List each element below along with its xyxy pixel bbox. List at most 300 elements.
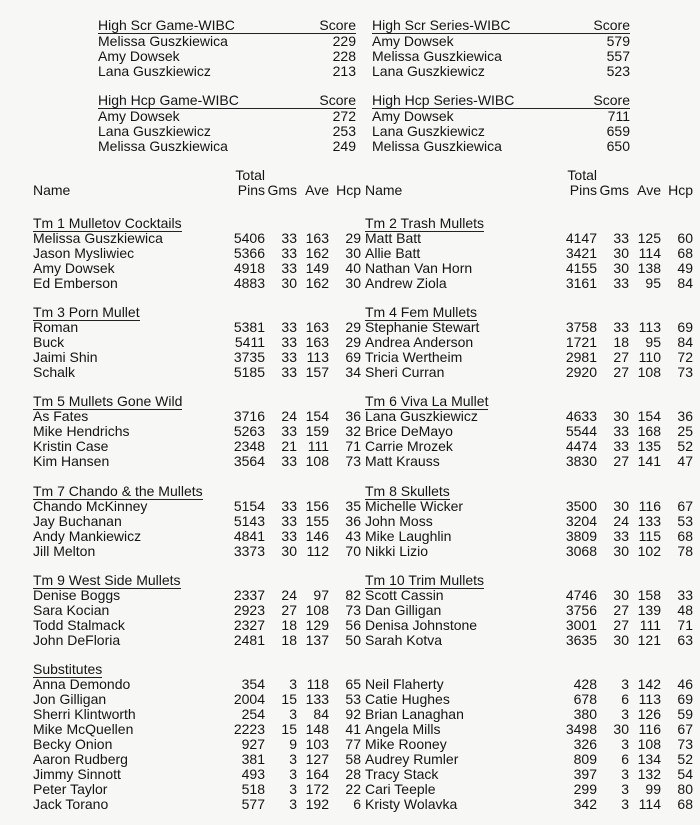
- pins-value: 2004: [233, 691, 265, 707]
- pins-value: 3001: [565, 617, 597, 633]
- ave-value: 159: [305, 423, 329, 439]
- ave-value: 112: [306, 543, 329, 559]
- gms-value: 3: [289, 796, 297, 812]
- high-score-row: [98, 109, 356, 124]
- ave-value: 127: [305, 751, 329, 767]
- pins-value: 518: [241, 781, 265, 797]
- ave-value: 172: [305, 781, 329, 797]
- ave-value: 133: [305, 691, 329, 707]
- hcp-value: 70: [345, 543, 361, 559]
- ave-value: 134: [637, 751, 661, 767]
- team-block: [33, 484, 369, 559]
- gms-value: 3: [621, 736, 629, 752]
- team-block: [365, 484, 700, 559]
- bowler-name: Neil Flaherty: [365, 676, 444, 692]
- team-title-row: [365, 394, 700, 409]
- pins-value: 3373: [233, 543, 265, 559]
- bowler-name: Lana Guszkiewicz: [98, 63, 211, 79]
- hcp-value: 6: [353, 796, 361, 812]
- total-header: Total: [235, 167, 265, 183]
- pins-value: 577: [241, 796, 265, 812]
- bowler-name: Brian Lanaghan: [365, 706, 464, 722]
- bowler-name: Jack Torano: [33, 796, 109, 812]
- score-value: 228: [332, 48, 356, 64]
- hcp-value: 84: [677, 334, 693, 350]
- bowler-row: [33, 365, 369, 380]
- team-title: Substitutes: [33, 661, 103, 677]
- bowler-name: Jay Buchanan: [33, 513, 122, 529]
- bowler-row: [365, 737, 700, 752]
- gms-value: 27: [281, 602, 297, 618]
- ave-value: 142: [637, 676, 661, 692]
- bowler-name: Sherri Klintworth: [33, 706, 136, 722]
- gms-value: 27: [613, 364, 629, 380]
- pins-value: 3735: [233, 349, 265, 365]
- ave-value: 162: [305, 245, 329, 261]
- bowler-row: [33, 454, 369, 469]
- hcp-value: 29: [345, 319, 361, 335]
- gms-value: 27: [613, 602, 629, 618]
- pins-value: 2327: [233, 617, 265, 633]
- ave-value: 114: [638, 796, 661, 812]
- block-title: High Hcp Game-WIBC: [98, 92, 239, 108]
- ave-value: 133: [637, 513, 661, 529]
- high-scr-game-header: [98, 18, 356, 34]
- gms-value: 33: [613, 423, 629, 439]
- hcp-value: 69: [345, 349, 361, 365]
- hcp-value: 71: [345, 438, 361, 454]
- gms-value: 6: [621, 691, 629, 707]
- ave-value: 148: [305, 721, 329, 737]
- pins-value: 254: [241, 706, 265, 722]
- score-value: 229: [332, 33, 356, 49]
- bowler-row: [365, 350, 700, 365]
- pins-value: 3068: [565, 543, 597, 559]
- bowler-row: [33, 424, 369, 439]
- gms-value: 3: [289, 766, 297, 782]
- bowler-row: [33, 767, 369, 782]
- ave-value: 108: [637, 736, 661, 752]
- bowler-name: Angela Mills: [365, 721, 441, 737]
- bowler-row: [33, 588, 369, 603]
- bowler-row: [33, 320, 369, 335]
- bowler-row: [365, 439, 700, 454]
- gms-value: 30: [613, 543, 629, 559]
- gms-value: 33: [281, 423, 297, 439]
- hcp-value: 77: [345, 736, 361, 752]
- gms-value: 33: [281, 498, 297, 514]
- gms-value: 21: [281, 438, 297, 454]
- high-score-row: [372, 109, 630, 124]
- hcp-value: 63: [677, 632, 693, 648]
- bowler-name: Sarah Kotva: [365, 632, 443, 648]
- team-block: [365, 216, 700, 291]
- high-scr-series-header: [372, 18, 630, 34]
- pins-value: 1721: [565, 334, 597, 350]
- bowler-row: [365, 424, 700, 439]
- team-title-row: [365, 573, 700, 588]
- ave-value: 154: [305, 408, 329, 424]
- pins-value: 4155: [565, 260, 597, 276]
- team-title-row: [33, 484, 369, 499]
- bowler-row: [365, 499, 700, 514]
- bowler-name: Audrey Rumler: [365, 751, 459, 767]
- score-label: Score: [593, 92, 630, 108]
- pins-value: 5143: [233, 513, 265, 529]
- pins-value: 493: [241, 766, 265, 782]
- bowler-row: [33, 692, 369, 707]
- pins-value: 3421: [565, 245, 597, 261]
- score-label: Score: [319, 17, 356, 33]
- bowler-name: Kim Hansen: [33, 453, 110, 469]
- bowler-name: Melissa Guszkiewica: [372, 138, 502, 154]
- gms-header: Gms: [267, 182, 297, 198]
- bowler-name: Nathan Van Horn: [365, 260, 473, 276]
- ave-value: 110: [638, 349, 661, 365]
- bowler-row: [33, 246, 369, 261]
- hcp-value: 58: [345, 751, 361, 767]
- hcp-value: 52: [677, 438, 693, 454]
- pins-value: 5185: [233, 364, 265, 380]
- ave-value: 163: [305, 319, 329, 335]
- pins-value: 3758: [565, 319, 597, 335]
- pins-value: 3635: [565, 632, 597, 648]
- bowler-row: [33, 544, 369, 559]
- hcp-value: 32: [345, 423, 361, 439]
- pins-value: 2923: [233, 602, 265, 618]
- hcp-value: 53: [677, 513, 693, 529]
- gms-value: 24: [613, 513, 629, 529]
- pins-value: 5263: [233, 423, 265, 439]
- bowler-name: Lana Guszkiewicz: [365, 408, 478, 424]
- gms-value: 33: [613, 438, 629, 454]
- pins-value: 4746: [565, 587, 597, 603]
- pins-value: 809: [573, 751, 597, 767]
- pins-value: 3498: [565, 721, 597, 737]
- bowler-name: Amy Dowsek: [98, 48, 180, 64]
- gms-value: 18: [281, 632, 297, 648]
- ave-value: 192: [305, 796, 329, 812]
- ave-value: 108: [637, 364, 661, 380]
- substitutes-block: [365, 662, 700, 812]
- team-title-row: [33, 216, 369, 231]
- score-value: 659: [606, 123, 630, 139]
- score-label: Score: [319, 92, 356, 108]
- gms-value: 33: [281, 364, 297, 380]
- column-header-left: [33, 168, 369, 198]
- total-header: Total: [567, 167, 597, 183]
- team-title: Tm 7 Chando & the Mullets: [33, 483, 203, 499]
- gms-value: 3: [289, 751, 297, 767]
- team-title-row: [33, 573, 369, 588]
- bowler-row: [33, 782, 369, 797]
- hcp-value: 68: [677, 796, 693, 812]
- high-score-row: [372, 124, 630, 139]
- high-score-row: [98, 124, 356, 139]
- hcp-value: 59: [677, 706, 693, 722]
- team-title-row: [33, 394, 369, 409]
- gms-value: 24: [281, 408, 297, 424]
- high-score-row: [372, 64, 630, 79]
- team-title: Tm 6 Viva La Mullet: [365, 393, 489, 409]
- bowler-row: [365, 320, 700, 335]
- high-hcp-series-block: [372, 93, 630, 154]
- ave-value: 132: [637, 766, 661, 782]
- gms-value: 30: [613, 498, 629, 514]
- gms-value: 33: [281, 230, 297, 246]
- hcp-value: 68: [677, 245, 693, 261]
- hcp-value: 53: [345, 691, 361, 707]
- bowler-name: Catie Hughes: [365, 691, 450, 707]
- pins-value: 397: [573, 766, 597, 782]
- team-title: Tm 5 Mullets Gone Wild: [33, 393, 183, 409]
- pins-value: 3830: [565, 453, 597, 469]
- bowler-name: Stephanie Stewart: [365, 319, 480, 335]
- hcp-value: 47: [677, 453, 693, 469]
- bowler-row: [365, 677, 700, 692]
- bowler-name: Andrew Ziola: [365, 275, 447, 291]
- bowler-name: Amy Dowsek: [98, 108, 180, 124]
- ave-value: 113: [306, 349, 329, 365]
- ave-value: 103: [305, 736, 329, 752]
- team-title-row: [365, 305, 700, 320]
- hcp-value: 33: [677, 587, 693, 603]
- gms-value: 9: [289, 736, 297, 752]
- gms-value: 15: [281, 721, 297, 737]
- pins-value: 2981: [565, 349, 597, 365]
- hcp-value: 41: [345, 721, 361, 737]
- bowler-name: Mike Rooney: [365, 736, 447, 752]
- gms-header: Gms: [599, 182, 629, 198]
- ave-value: 163: [305, 334, 329, 350]
- bowler-name: Melissa Guszkiewica: [372, 48, 502, 64]
- ave-value: 95: [645, 334, 661, 350]
- bowler-row: [33, 633, 369, 648]
- bowler-row: [365, 231, 700, 246]
- gms-value: 30: [613, 408, 629, 424]
- pins-value: 3204: [565, 513, 597, 529]
- high-scr-game-block: [98, 18, 356, 79]
- bowler-name: Peter Taylor: [33, 781, 108, 797]
- hcp-value: 36: [677, 408, 693, 424]
- pins-value: 2337: [233, 587, 265, 603]
- pins-value: 3500: [565, 498, 597, 514]
- score-value: 579: [606, 33, 630, 49]
- hcp-value: 48: [677, 602, 693, 618]
- bowler-name: Lana Guszkiewicz: [98, 123, 211, 139]
- gms-value: 30: [281, 275, 297, 291]
- bowler-name: Andrea Anderson: [365, 334, 474, 350]
- bowler-name: Michelle Wicker: [365, 498, 464, 514]
- bowler-row: [33, 261, 369, 276]
- gms-value: 30: [281, 543, 297, 559]
- bowler-name: Matt Krauss: [365, 453, 440, 469]
- hcp-value: 82: [345, 587, 361, 603]
- ave-value: 118: [306, 676, 329, 692]
- pins-value: 5366: [233, 245, 265, 261]
- bowler-name: Jason Mysliwiec: [33, 245, 135, 261]
- ave-value: 113: [638, 691, 661, 707]
- bowler-name: Amy Dowsek: [372, 108, 454, 124]
- bowler-row: [33, 439, 369, 454]
- bowler-name: Buck: [33, 334, 65, 350]
- bowler-row: [33, 707, 369, 722]
- ave-value: 121: [637, 632, 661, 648]
- bowler-row: [33, 499, 369, 514]
- hcp-value: 56: [345, 617, 361, 633]
- pins-value: 3809: [565, 528, 597, 544]
- hcp-header: Hcp: [668, 182, 693, 198]
- pins-value: 5154: [233, 498, 265, 514]
- bowler-name: Melissa Guszkiewica: [98, 33, 228, 49]
- team-block: [33, 662, 369, 812]
- hcp-value: 71: [677, 617, 693, 633]
- ave-value: 84: [313, 706, 329, 722]
- pins-value: 2920: [565, 364, 597, 380]
- high-score-row: [372, 49, 630, 64]
- pins-value: 4633: [565, 408, 597, 424]
- ave-value: 137: [305, 632, 329, 648]
- gms-value: 30: [613, 245, 629, 261]
- pins-value: 4918: [233, 260, 265, 276]
- hcp-value: 40: [345, 260, 361, 276]
- score-value: 711: [607, 108, 630, 124]
- high-score-row: [372, 34, 630, 49]
- bowler-row: [33, 677, 369, 692]
- team-block: [365, 305, 700, 380]
- bowler-row: [365, 782, 700, 797]
- ave-value: 138: [637, 260, 661, 276]
- bowler-name: Amy Dowsek: [33, 260, 115, 276]
- bowler-row: [365, 633, 700, 648]
- gms-value: 33: [281, 513, 297, 529]
- hcp-value: 29: [345, 334, 361, 350]
- bowler-name: Amy Dowsek: [372, 33, 454, 49]
- gms-value: 30: [613, 587, 629, 603]
- bowler-row: [365, 246, 700, 261]
- ave-header: Ave: [305, 182, 329, 198]
- pins-value: 2348: [233, 438, 265, 454]
- ave-value: 157: [305, 364, 329, 380]
- ave-value: 116: [638, 721, 661, 737]
- hcp-value: 36: [345, 408, 361, 424]
- gms-value: 3: [289, 781, 297, 797]
- gms-value: 27: [613, 453, 629, 469]
- ave-value: 129: [305, 617, 329, 633]
- bowler-name: Lana Guszkiewicz: [372, 123, 485, 139]
- bowler-name: Tricia Wertheim: [365, 349, 463, 365]
- ave-value: 108: [305, 453, 329, 469]
- hcp-value: 73: [677, 364, 693, 380]
- high-score-row: [98, 64, 356, 79]
- ave-value: 158: [637, 587, 661, 603]
- hcp-value: 68: [677, 528, 693, 544]
- hcp-value: 30: [345, 245, 361, 261]
- high-score-row: [98, 139, 356, 154]
- team-title-row: [365, 484, 700, 499]
- block-title: High Scr Game-WIBC: [98, 17, 235, 33]
- bowler-name: Dan Gilligan: [365, 602, 442, 618]
- hcp-value: 29: [345, 230, 361, 246]
- bowler-name: As Fates: [33, 408, 89, 424]
- pins-value: 2481: [233, 632, 265, 648]
- pins-value: 380: [573, 706, 597, 722]
- pins-value: 3161: [565, 275, 597, 291]
- bowler-row: [365, 409, 700, 424]
- team-title: Tm 9 West Side Mullets: [33, 572, 181, 588]
- ave-value: 164: [305, 766, 329, 782]
- bowler-name: Denisa Johnstone: [365, 617, 478, 633]
- bowler-name: Melissa Guszkiewica: [33, 230, 163, 246]
- hcp-value: 67: [677, 721, 693, 737]
- gms-value: 3: [621, 706, 629, 722]
- score-value: 557: [606, 48, 630, 64]
- hcp-value: 78: [677, 543, 693, 559]
- bowler-row: [365, 618, 700, 633]
- bowler-name: Mike Hendrichs: [33, 423, 130, 439]
- hcp-value: 28: [345, 766, 361, 782]
- bowler-row: [365, 692, 700, 707]
- bowler-name: Mike McQuellen: [33, 721, 134, 737]
- hcp-value: 54: [677, 766, 693, 782]
- bowler-row: [365, 797, 700, 812]
- pins-value: 2223: [233, 721, 265, 737]
- gms-value: 24: [281, 587, 297, 603]
- team-block: [365, 573, 700, 648]
- high-score-row: [98, 49, 356, 64]
- bowler-name: John DeFloria: [33, 632, 121, 648]
- score-value: 249: [332, 138, 356, 154]
- hcp-value: 73: [345, 602, 361, 618]
- pins-value: 4474: [565, 438, 597, 454]
- team-title-row: [33, 305, 369, 320]
- hcp-value: 69: [677, 319, 693, 335]
- hcp-value: 52: [677, 751, 693, 767]
- bowler-name: Andy Mankiewicz: [33, 528, 142, 544]
- bowler-row: [33, 514, 369, 529]
- gms-value: 3: [289, 706, 297, 722]
- pins-value: 299: [573, 781, 597, 797]
- bowler-row: [33, 231, 369, 246]
- ave-value: 108: [305, 602, 329, 618]
- gms-value: 33: [281, 453, 297, 469]
- hcp-value: 22: [345, 781, 361, 797]
- ave-value: 115: [638, 528, 661, 544]
- high-hcp-series-header: [372, 93, 630, 109]
- bowler-row: [33, 752, 369, 767]
- bowler-row: [365, 276, 700, 291]
- team-title: Tm 4 Fem Mullets: [365, 304, 478, 320]
- bowler-row: [365, 767, 700, 782]
- gms-value: 33: [613, 230, 629, 246]
- pins-value: 5544: [565, 423, 597, 439]
- hcp-value: 84: [677, 275, 693, 291]
- bowler-row: [365, 454, 700, 469]
- gms-value: 33: [613, 319, 629, 335]
- pins-value: 326: [573, 736, 597, 752]
- bowler-row: [33, 603, 369, 618]
- pins-value: 428: [573, 676, 597, 692]
- gms-value: 18: [281, 617, 297, 633]
- hcp-value: 69: [677, 691, 693, 707]
- bowler-name: Ed Emberson: [33, 275, 118, 291]
- bowler-name: Kristy Wolavka: [365, 796, 458, 812]
- gms-value: 33: [281, 349, 297, 365]
- gms-value: 33: [281, 334, 297, 350]
- high-hcp-game-block: [98, 93, 356, 154]
- gms-value: 3: [621, 781, 629, 797]
- pins-value: 3564: [233, 453, 265, 469]
